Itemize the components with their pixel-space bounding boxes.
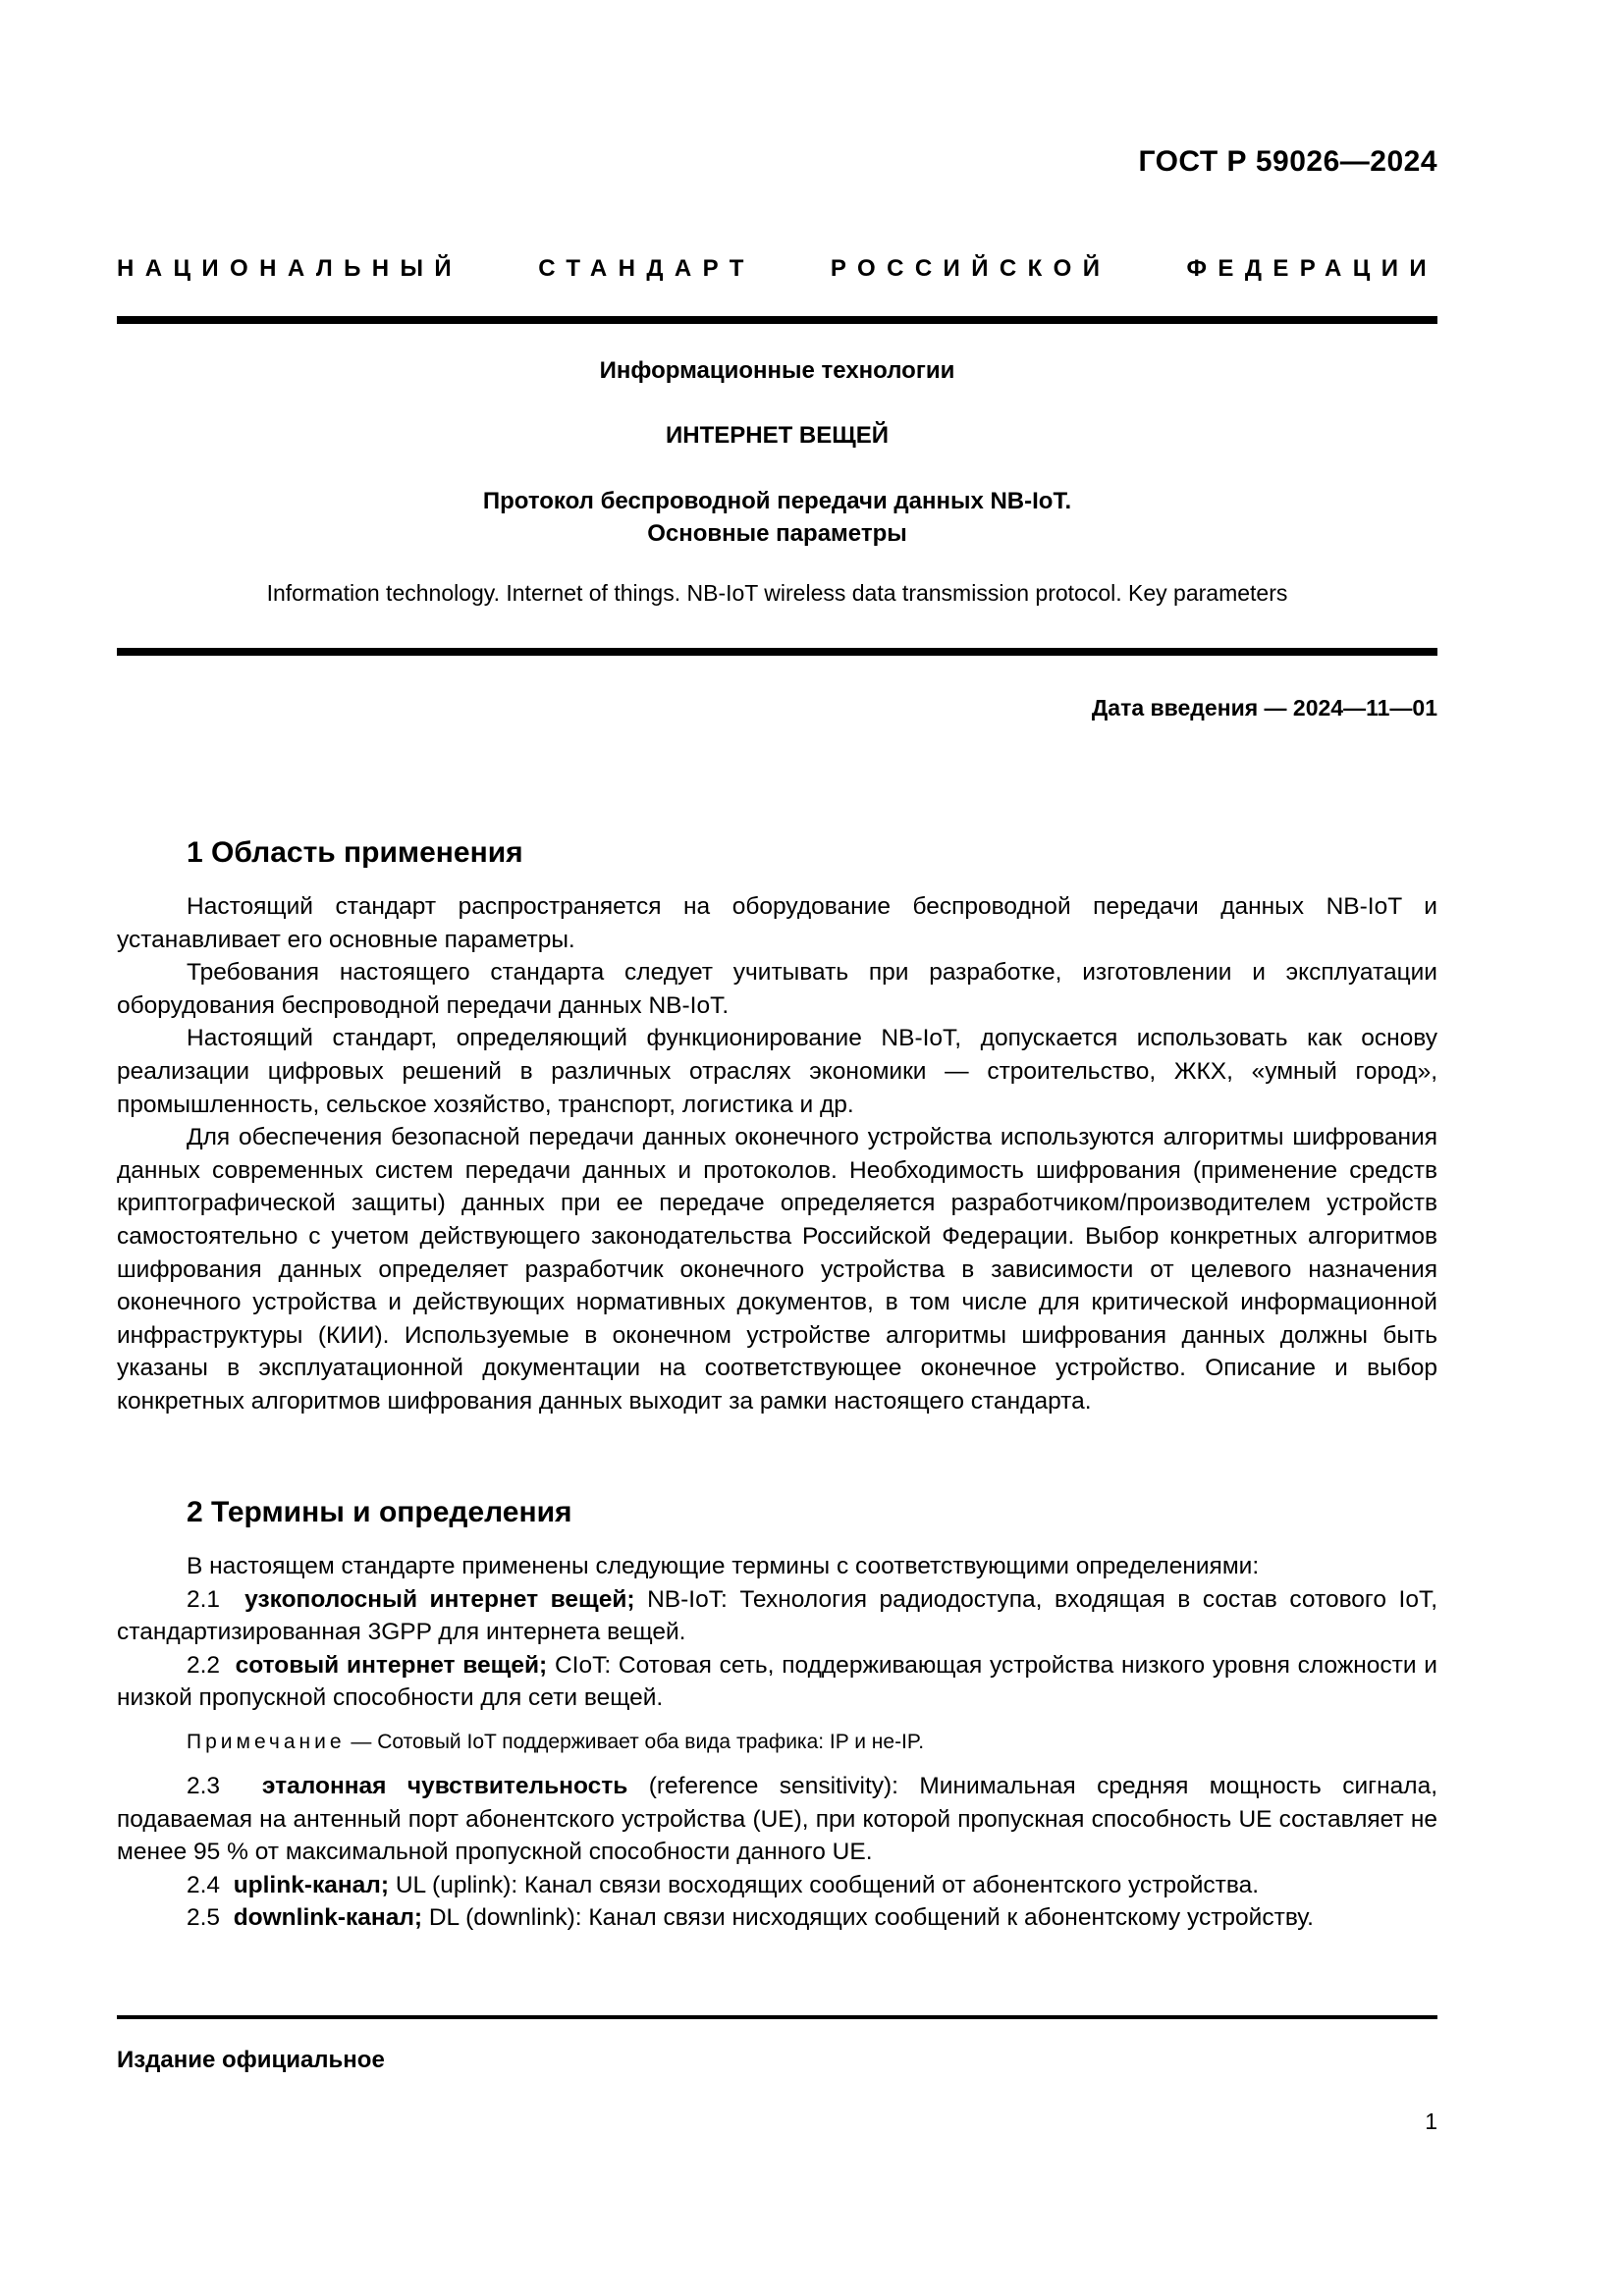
term-definition: DL (downlink): Канал связи нисходящих сообщений к абонентскому устройству. xyxy=(428,1904,1314,1932)
term-definition: (reference sensitivity): Минимальная средняя мощность сигнала, подаваемая на антенный порт абонентского устройства (UE), при которой пропускная способность UE составляет не менее 95 % от максимальной пропускной способности данного UE. xyxy=(117,1772,1437,1866)
term-number: 2.4 xyxy=(187,1871,221,1898)
page-number: 1 xyxy=(1425,2109,1437,2134)
paragraph: Настоящий стандарт распространяется на оборудование беспроводной передачи данных NB-IoT и устанавливает его основные параметры. xyxy=(117,893,1437,953)
section-heading: 2 Термины и определения xyxy=(187,1496,572,1528)
national-standard-title: НАЦИОНАЛЬНЫЙ СТАНДАРТ РОССИЙСКОЙ ФЕДЕРАЦИИ xyxy=(117,255,1437,282)
paragraph: Для обеспечения безопасной передачи данных оконечного устройства используются алгоритмы шифрования данных современных систем передачи данных и протоколов. Необходимость шифрования (применение средств криптографической защиты) данных при ее передаче определяется разработчиком/производителем устройств самостоятельно с учетом действующего законодательства Российской Федерации. Выбор конкретных алгоритмов шифрования данных определяет разработчик оконечного устройства в зависимости от целевого назначения оконечного устройства и действующих нормативных документов, в том числе для критической информационной инфраструктуры (КИИ). Используемые в оконечном устройстве алгоритмы шифрования данных должны быть указаны в эксплуатационной документации на соответствующее оконечное устройство. Описание и выбор конкретных алгоритмов шифрования данных выходит за рамки настоящего стандарта. xyxy=(117,1124,1437,1415)
term-number: 2.2 xyxy=(187,1651,221,1679)
term-definition: NB-IoT: Технология радиодоступа, входящая в состав сотового IoT, стандартизированная 3GPP для интернета вещей. xyxy=(117,1585,1437,1646)
standard-number: ГОСТ Р 59026—2024 xyxy=(1138,145,1437,178)
term-entry xyxy=(117,1770,1437,1869)
term-name: эталонная чувствительность xyxy=(261,1772,628,1799)
term-definition: UL (uplink): Канал связи восходящих сообщений от абонентского устройства. xyxy=(395,1871,1260,1898)
term-name: uplink-канал; xyxy=(233,1871,390,1898)
paragraph: Требования настоящего стандарта следует учитывать при разработке, изготовлении и эксплуатации оборудования беспроводной передачи данных NB-IoT. xyxy=(117,959,1437,1019)
term-definition: CIoT: Сотовая сеть, поддерживающая устройства низкого уровня сложности и низкой пропускной способности для сети вещей. xyxy=(117,1651,1437,1712)
introduction-date: Дата введения — 2024—11—01 xyxy=(1091,695,1437,721)
protocol-title-line-1: Протокол беспроводной передачи данных NB-IoT. xyxy=(482,488,1072,514)
term-entry xyxy=(117,1869,1437,1902)
topic-title: ИНТЕРНЕТ ВЕЩЕЙ xyxy=(666,422,889,449)
footer-divider xyxy=(117,2015,1437,2019)
term-entry xyxy=(117,1649,1437,1715)
note-label: Примечание xyxy=(187,1730,346,1753)
paragraph: Настоящий стандарт, определяющий функционирование NB-IoT, допускается использовать как основу реализации цифровых решений в различных отраслях экономики — строительство, ЖКХ, «умный город», промышленность, сельское хозяйство, транспорт, логистика и др. xyxy=(117,1025,1437,1118)
term-number: 2.1 xyxy=(187,1585,221,1613)
official-edition-label: Издание официальное xyxy=(117,2047,385,2073)
note xyxy=(187,1729,1437,1756)
subject-title: Информационные технологии xyxy=(599,357,955,384)
term-name: сотовый интернет вещей; xyxy=(235,1651,548,1679)
title-divider xyxy=(117,648,1437,656)
section-heading: 1 Область применения xyxy=(187,836,523,869)
english-title: Information technology. Internet of things. NB-IoT wireless data transmission protocol. Key parameters xyxy=(266,580,1288,606)
protocol-title xyxy=(117,485,1437,550)
paragraph: В настоящем стандарте применены следующие термины с соответствующими определениями: xyxy=(187,1553,1260,1579)
term-name: downlink-канал; xyxy=(233,1904,423,1932)
protocol-title-line-2: Основные параметры xyxy=(647,520,907,547)
section-scope xyxy=(117,835,1437,1418)
term-name: узкополосный интернет вещей; xyxy=(244,1585,635,1613)
term-number: 2.3 xyxy=(187,1772,221,1799)
note-text: — Сотовый IoT поддерживает оба вида трафика: IP и не-IP. xyxy=(345,1730,925,1753)
section-terms xyxy=(117,1495,1437,1935)
term-number: 2.5 xyxy=(187,1904,221,1932)
term-entry xyxy=(117,1583,1437,1649)
top-divider xyxy=(117,316,1437,324)
term-entry xyxy=(117,1901,1437,1935)
